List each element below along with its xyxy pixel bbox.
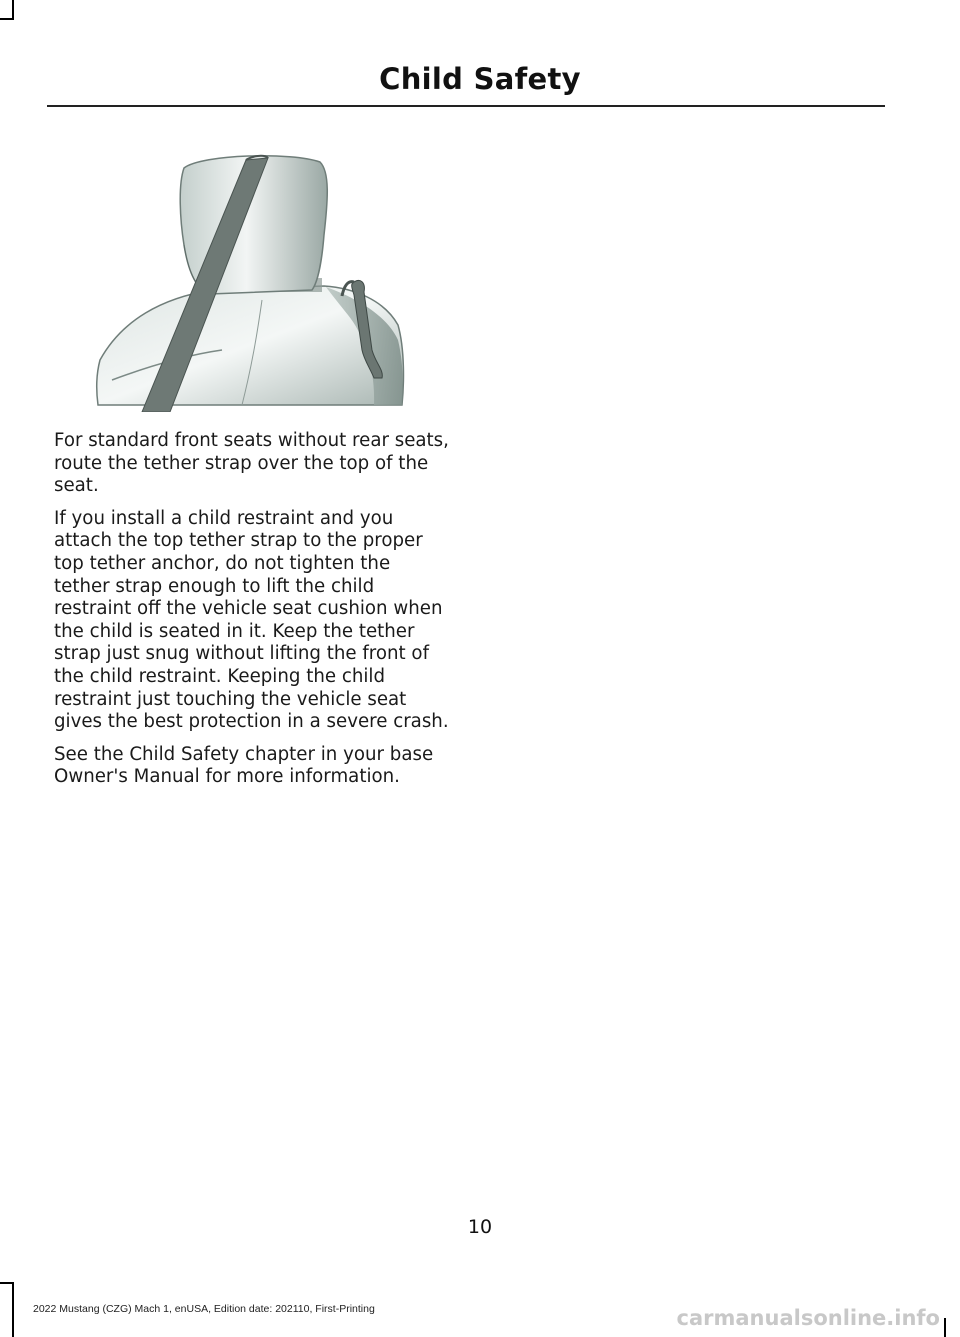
page-number: 10 [467, 1216, 493, 1238]
crop-mark-top-left-h [0, 18, 14, 20]
crop-mark-bottom-left-h [0, 1282, 14, 1284]
paragraph-tether-tightness: If you install a child restraint and you attach the top tether strap to the proper top tether anchor, do not tighten the tether strap enough to lift the child restraint off the vehicle seat cushion when the child is seated in it. Keep the tether strap just snug without lifting the front of the child restraint. Keeping the child restraint just touching the vehicle seat gives the best protection in a severe crash. [54, 507, 449, 733]
edition-footer: 2022 Mustang (CZG) Mach 1, enUSA, Edition date: 202110, First-Printing [33, 1303, 375, 1315]
seat-tether-illustration [92, 150, 412, 412]
body-text [54, 430, 450, 799]
crop-mark-bottom-left-v [12, 1282, 14, 1337]
paragraph-tether-routing: For standard front seats without rear seats, route the tether strap over the top of the seat. [54, 430, 449, 497]
paragraph-see-manual: See the Child Safety chapter in your base Owner's Manual for more information. [54, 743, 434, 788]
watermark: carmanualsonline.info [676, 1306, 940, 1330]
crop-mark-top-left-v [12, 0, 14, 20]
page-title: Child Safety [379, 62, 581, 96]
header-rule [47, 105, 885, 107]
crop-mark-bottom-right-v [944, 1318, 946, 1337]
